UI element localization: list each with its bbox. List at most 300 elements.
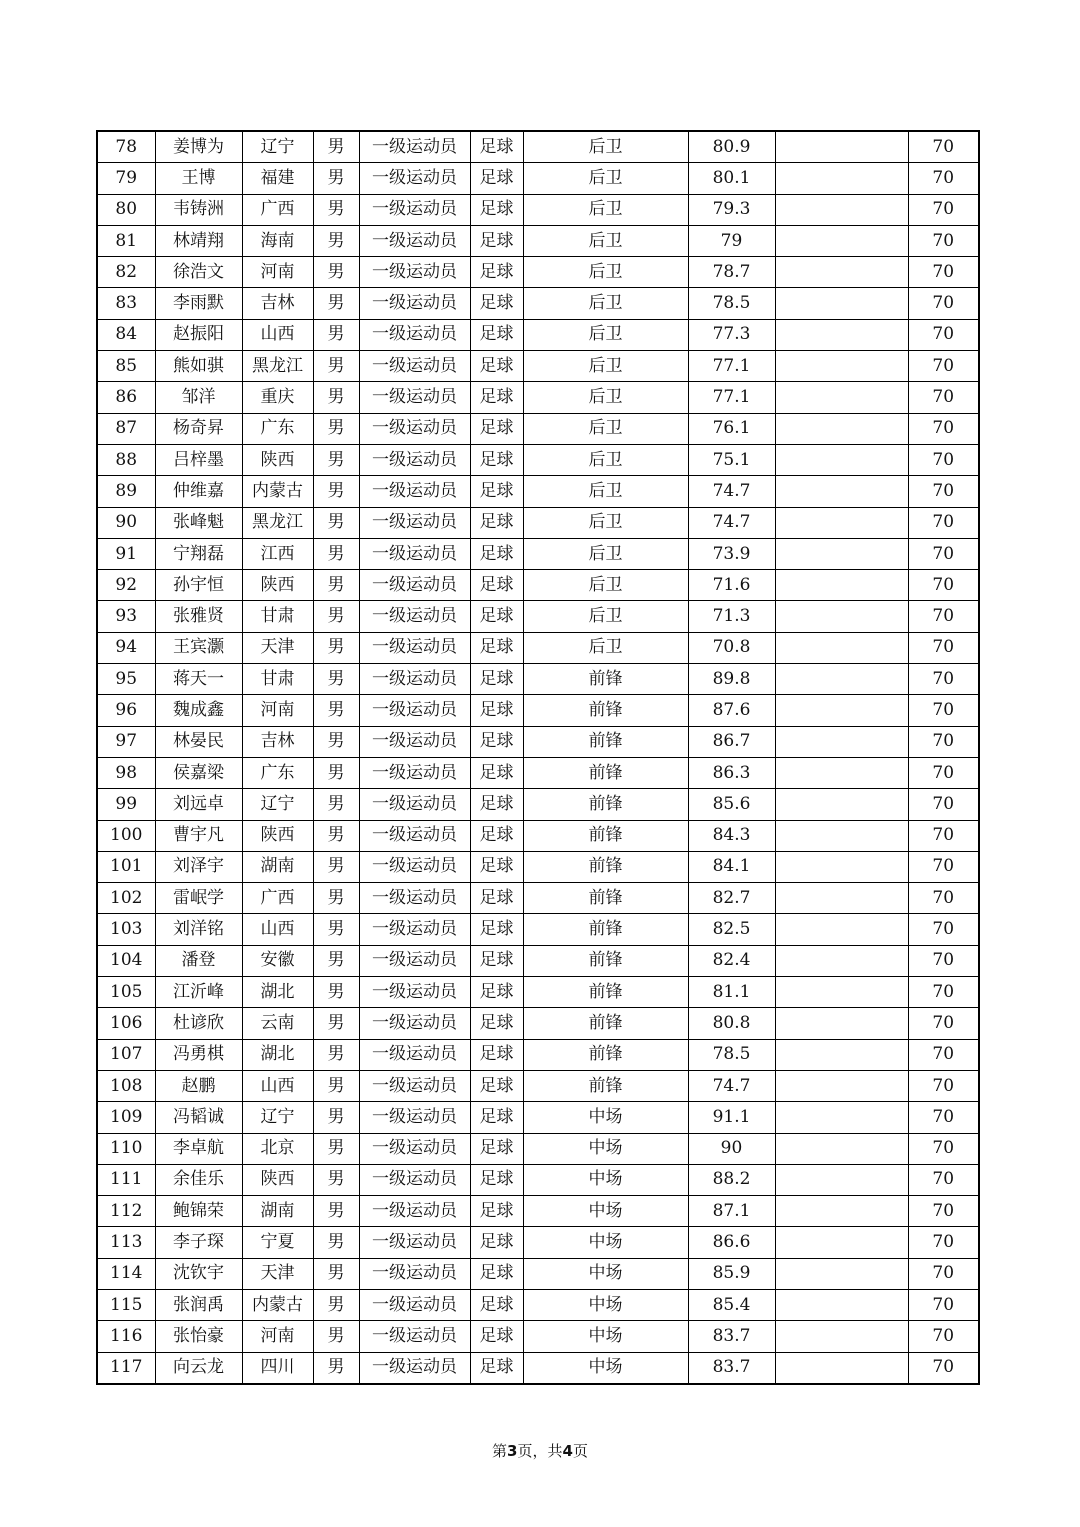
cell-sport: 足球 <box>470 1321 523 1352</box>
cell-blank <box>775 288 908 319</box>
cell-blank <box>775 632 908 663</box>
cell-name: 宁翔磊 <box>155 538 242 569</box>
cell-name: 姜博为 <box>155 131 242 163</box>
cell-points: 70 <box>908 664 979 695</box>
cell-province: 海南 <box>242 225 313 256</box>
cell-name: 魏成鑫 <box>155 695 242 726</box>
cell-score: 79 <box>688 225 775 256</box>
cell-position: 前锋 <box>523 1039 688 1070</box>
cell-blank <box>775 726 908 757</box>
cell-level: 一级运动员 <box>359 632 470 663</box>
cell-name: 杜谚欣 <box>155 1008 242 1039</box>
cell-gender: 男 <box>313 131 359 163</box>
cell-level: 一级运动员 <box>359 288 470 319</box>
cell-province: 辽宁 <box>242 131 313 163</box>
cell-index: 101 <box>97 851 155 882</box>
cell-index: 78 <box>97 131 155 163</box>
cell-level: 一级运动员 <box>359 1008 470 1039</box>
table-row <box>97 476 979 507</box>
cell-position: 中场 <box>523 1102 688 1133</box>
cell-name: 张雅贤 <box>155 601 242 632</box>
table-row <box>97 1321 979 1352</box>
cell-index: 99 <box>97 789 155 820</box>
cell-blank <box>775 413 908 444</box>
cell-score: 85.4 <box>688 1289 775 1320</box>
cell-blank <box>775 1164 908 1195</box>
cell-points: 70 <box>908 507 979 538</box>
cell-name: 沈钦宇 <box>155 1258 242 1289</box>
cell-sport: 足球 <box>470 1039 523 1070</box>
cell-blank <box>775 476 908 507</box>
cell-points: 70 <box>908 1289 979 1320</box>
cell-score: 86.6 <box>688 1227 775 1258</box>
roster-table <box>96 130 980 1385</box>
cell-gender: 男 <box>313 664 359 695</box>
cell-score: 80.1 <box>688 163 775 194</box>
cell-position: 前锋 <box>523 757 688 788</box>
cell-position: 后卫 <box>523 131 688 163</box>
table-row <box>97 914 979 945</box>
current-page-number: 3 <box>507 1442 518 1460</box>
cell-sport: 足球 <box>470 382 523 413</box>
cell-index: 100 <box>97 820 155 851</box>
cell-blank <box>775 1039 908 1070</box>
cell-score: 89.8 <box>688 664 775 695</box>
cell-sport: 足球 <box>470 664 523 695</box>
cell-points: 70 <box>908 1196 979 1227</box>
cell-points: 70 <box>908 163 979 194</box>
cell-name: 林靖翔 <box>155 225 242 256</box>
cell-position: 后卫 <box>523 538 688 569</box>
total-page-number: 4 <box>562 1442 573 1460</box>
table-row <box>97 820 979 851</box>
cell-name: 刘泽宇 <box>155 851 242 882</box>
cell-name: 赵鹏 <box>155 1070 242 1101</box>
cell-index: 107 <box>97 1039 155 1070</box>
table-row <box>97 1196 979 1227</box>
cell-points: 70 <box>908 319 979 350</box>
cell-sport: 足球 <box>470 1164 523 1195</box>
cell-index: 117 <box>97 1352 155 1384</box>
cell-gender: 男 <box>313 1039 359 1070</box>
cell-blank <box>775 851 908 882</box>
cell-name: 鲍锦荣 <box>155 1196 242 1227</box>
cell-province: 河南 <box>242 695 313 726</box>
cell-sport: 足球 <box>470 1289 523 1320</box>
cell-score: 77.3 <box>688 319 775 350</box>
cell-sport: 足球 <box>470 632 523 663</box>
cell-score: 82.4 <box>688 945 775 976</box>
cell-points: 70 <box>908 914 979 945</box>
cell-index: 111 <box>97 1164 155 1195</box>
cell-index: 113 <box>97 1227 155 1258</box>
cell-blank <box>775 225 908 256</box>
cell-gender: 男 <box>313 820 359 851</box>
cell-province: 湖北 <box>242 977 313 1008</box>
cell-name: 余佳乐 <box>155 1164 242 1195</box>
cell-position: 中场 <box>523 1133 688 1164</box>
cell-blank <box>775 382 908 413</box>
table-row <box>97 1039 979 1070</box>
cell-points: 70 <box>908 883 979 914</box>
cell-index: 94 <box>97 632 155 663</box>
cell-gender: 男 <box>313 1258 359 1289</box>
cell-sport: 足球 <box>470 757 523 788</box>
cell-gender: 男 <box>313 444 359 475</box>
cell-province: 广东 <box>242 757 313 788</box>
cell-level: 一级运动员 <box>359 257 470 288</box>
cell-score: 81.1 <box>688 977 775 1008</box>
cell-position: 中场 <box>523 1196 688 1227</box>
cell-score: 84.1 <box>688 851 775 882</box>
cell-score: 87.6 <box>688 695 775 726</box>
cell-blank <box>775 977 908 1008</box>
cell-score: 76.1 <box>688 413 775 444</box>
cell-gender: 男 <box>313 851 359 882</box>
cell-position: 后卫 <box>523 444 688 475</box>
cell-province: 湖南 <box>242 851 313 882</box>
cell-points: 70 <box>908 1102 979 1133</box>
cell-name: 王宾灏 <box>155 632 242 663</box>
cell-gender: 男 <box>313 476 359 507</box>
cell-level: 一级运动员 <box>359 1039 470 1070</box>
cell-level: 一级运动员 <box>359 194 470 225</box>
cell-level: 一级运动员 <box>359 351 470 382</box>
cell-level: 一级运动员 <box>359 726 470 757</box>
cell-points: 70 <box>908 1008 979 1039</box>
cell-gender: 男 <box>313 288 359 319</box>
cell-score: 74.7 <box>688 507 775 538</box>
cell-points: 70 <box>908 1039 979 1070</box>
cell-position: 前锋 <box>523 851 688 882</box>
cell-points: 70 <box>908 601 979 632</box>
table-row <box>97 1227 979 1258</box>
cell-index: 108 <box>97 1070 155 1101</box>
cell-province: 辽宁 <box>242 789 313 820</box>
cell-position: 前锋 <box>523 695 688 726</box>
cell-score: 86.7 <box>688 726 775 757</box>
cell-province: 云南 <box>242 1008 313 1039</box>
cell-index: 109 <box>97 1102 155 1133</box>
cell-sport: 足球 <box>470 1102 523 1133</box>
cell-level: 一级运动员 <box>359 851 470 882</box>
table-row <box>97 757 979 788</box>
cell-sport: 足球 <box>470 163 523 194</box>
cell-gender: 男 <box>313 319 359 350</box>
cell-province: 河南 <box>242 1321 313 1352</box>
table-row <box>97 1008 979 1039</box>
cell-level: 一级运动员 <box>359 319 470 350</box>
cell-gender: 男 <box>313 945 359 976</box>
cell-position: 前锋 <box>523 726 688 757</box>
table-row <box>97 288 979 319</box>
cell-index: 81 <box>97 225 155 256</box>
cell-sport: 足球 <box>470 319 523 350</box>
cell-blank <box>775 914 908 945</box>
table-row <box>97 1070 979 1101</box>
cell-level: 一级运动员 <box>359 664 470 695</box>
cell-province: 湖北 <box>242 1039 313 1070</box>
cell-blank <box>775 444 908 475</box>
cell-gender: 男 <box>313 726 359 757</box>
cell-points: 70 <box>908 225 979 256</box>
cell-province: 内蒙古 <box>242 476 313 507</box>
cell-index: 97 <box>97 726 155 757</box>
footer-suffix: 页 <box>572 1442 588 1460</box>
cell-province: 甘肃 <box>242 601 313 632</box>
cell-province: 吉林 <box>242 726 313 757</box>
cell-level: 一级运动员 <box>359 413 470 444</box>
cell-sport: 足球 <box>470 820 523 851</box>
cell-blank <box>775 1102 908 1133</box>
cell-gender: 男 <box>313 413 359 444</box>
cell-position: 前锋 <box>523 914 688 945</box>
cell-gender: 男 <box>313 382 359 413</box>
cell-index: 87 <box>97 413 155 444</box>
cell-level: 一级运动员 <box>359 601 470 632</box>
cell-blank <box>775 570 908 601</box>
cell-sport: 足球 <box>470 1133 523 1164</box>
cell-position: 前锋 <box>523 664 688 695</box>
cell-level: 一级运动员 <box>359 945 470 976</box>
cell-sport: 足球 <box>470 1258 523 1289</box>
cell-position: 后卫 <box>523 288 688 319</box>
cell-blank <box>775 1196 908 1227</box>
cell-province: 山西 <box>242 319 313 350</box>
cell-name: 冯勇棋 <box>155 1039 242 1070</box>
cell-blank <box>775 945 908 976</box>
cell-points: 70 <box>908 1070 979 1101</box>
cell-points: 70 <box>908 632 979 663</box>
cell-level: 一级运动员 <box>359 570 470 601</box>
cell-province: 天津 <box>242 1258 313 1289</box>
cell-score: 82.5 <box>688 914 775 945</box>
cell-sport: 足球 <box>470 1008 523 1039</box>
cell-level: 一级运动员 <box>359 820 470 851</box>
cell-blank <box>775 319 908 350</box>
cell-position: 后卫 <box>523 476 688 507</box>
cell-score: 87.1 <box>688 1196 775 1227</box>
table-row <box>97 413 979 444</box>
cell-position: 后卫 <box>523 382 688 413</box>
cell-index: 102 <box>97 883 155 914</box>
cell-gender: 男 <box>313 570 359 601</box>
cell-position: 后卫 <box>523 257 688 288</box>
table-row <box>97 977 979 1008</box>
table-row <box>97 726 979 757</box>
table-row <box>97 194 979 225</box>
cell-position: 中场 <box>523 1227 688 1258</box>
cell-level: 一级运动员 <box>359 1321 470 1352</box>
cell-score: 90 <box>688 1133 775 1164</box>
page-footer <box>0 1440 1080 1461</box>
cell-blank <box>775 1352 908 1384</box>
cell-score: 73.9 <box>688 538 775 569</box>
table-row <box>97 163 979 194</box>
cell-gender: 男 <box>313 1164 359 1195</box>
cell-index: 92 <box>97 570 155 601</box>
table-row <box>97 601 979 632</box>
cell-points: 70 <box>908 757 979 788</box>
cell-blank <box>775 757 908 788</box>
cell-score: 83.7 <box>688 1321 775 1352</box>
cell-points: 70 <box>908 1164 979 1195</box>
cell-blank <box>775 163 908 194</box>
cell-index: 82 <box>97 257 155 288</box>
cell-level: 一级运动员 <box>359 789 470 820</box>
cell-gender: 男 <box>313 977 359 1008</box>
cell-sport: 足球 <box>470 789 523 820</box>
cell-blank <box>775 194 908 225</box>
table-row <box>97 695 979 726</box>
cell-sport: 足球 <box>470 1070 523 1101</box>
cell-level: 一级运动员 <box>359 444 470 475</box>
cell-index: 115 <box>97 1289 155 1320</box>
table-row <box>97 131 979 163</box>
cell-province: 重庆 <box>242 382 313 413</box>
cell-province: 辽宁 <box>242 1102 313 1133</box>
cell-name: 江沂峰 <box>155 977 242 1008</box>
cell-score: 71.3 <box>688 601 775 632</box>
cell-points: 70 <box>908 444 979 475</box>
cell-blank <box>775 883 908 914</box>
cell-province: 宁夏 <box>242 1227 313 1258</box>
cell-gender: 男 <box>313 601 359 632</box>
cell-name: 王博 <box>155 163 242 194</box>
cell-blank <box>775 131 908 163</box>
cell-level: 一级运动员 <box>359 225 470 256</box>
cell-position: 后卫 <box>523 163 688 194</box>
cell-province: 河南 <box>242 257 313 288</box>
cell-sport: 足球 <box>470 194 523 225</box>
cell-gender: 男 <box>313 225 359 256</box>
table-row <box>97 507 979 538</box>
cell-level: 一级运动员 <box>359 1133 470 1164</box>
cell-sport: 足球 <box>470 914 523 945</box>
cell-blank <box>775 1133 908 1164</box>
cell-position: 中场 <box>523 1164 688 1195</box>
cell-name: 仲维嘉 <box>155 476 242 507</box>
cell-position: 前锋 <box>523 945 688 976</box>
table-row <box>97 1258 979 1289</box>
cell-index: 96 <box>97 695 155 726</box>
cell-sport: 足球 <box>470 444 523 475</box>
table-row <box>97 789 979 820</box>
cell-gender: 男 <box>313 1352 359 1384</box>
cell-position: 前锋 <box>523 1070 688 1101</box>
cell-sport: 足球 <box>470 288 523 319</box>
cell-position: 中场 <box>523 1352 688 1384</box>
cell-points: 70 <box>908 1321 979 1352</box>
cell-index: 80 <box>97 194 155 225</box>
cell-sport: 足球 <box>470 1227 523 1258</box>
cell-name: 张峰魁 <box>155 507 242 538</box>
cell-position: 后卫 <box>523 351 688 382</box>
table-row <box>97 883 979 914</box>
cell-gender: 男 <box>313 257 359 288</box>
cell-score: 80.9 <box>688 131 775 163</box>
cell-gender: 男 <box>313 883 359 914</box>
cell-province: 北京 <box>242 1133 313 1164</box>
cell-points: 70 <box>908 476 979 507</box>
cell-province: 吉林 <box>242 288 313 319</box>
cell-index: 79 <box>97 163 155 194</box>
cell-sport: 足球 <box>470 1196 523 1227</box>
cell-points: 70 <box>908 1258 979 1289</box>
cell-points: 70 <box>908 945 979 976</box>
table-row <box>97 1164 979 1195</box>
cell-points: 70 <box>908 695 979 726</box>
cell-position: 后卫 <box>523 601 688 632</box>
cell-name: 吕梓墨 <box>155 444 242 475</box>
cell-points: 70 <box>908 726 979 757</box>
cell-position: 后卫 <box>523 507 688 538</box>
cell-name: 刘远卓 <box>155 789 242 820</box>
cell-province: 湖南 <box>242 1196 313 1227</box>
table-row <box>97 1133 979 1164</box>
cell-sport: 足球 <box>470 726 523 757</box>
cell-blank <box>775 538 908 569</box>
cell-score: 85.9 <box>688 1258 775 1289</box>
cell-score: 91.1 <box>688 1102 775 1133</box>
cell-province: 安徽 <box>242 945 313 976</box>
cell-blank <box>775 601 908 632</box>
cell-level: 一级运动员 <box>359 914 470 945</box>
cell-province: 广西 <box>242 194 313 225</box>
cell-index: 116 <box>97 1321 155 1352</box>
table-body <box>97 131 979 1384</box>
cell-blank <box>775 1258 908 1289</box>
cell-index: 86 <box>97 382 155 413</box>
cell-index: 103 <box>97 914 155 945</box>
cell-gender: 男 <box>313 507 359 538</box>
cell-points: 70 <box>908 1133 979 1164</box>
cell-score: 79.3 <box>688 194 775 225</box>
table-row <box>97 945 979 976</box>
cell-score: 77.1 <box>688 351 775 382</box>
cell-name: 冯韬诚 <box>155 1102 242 1133</box>
cell-gender: 男 <box>313 163 359 194</box>
cell-score: 71.6 <box>688 570 775 601</box>
cell-score: 83.7 <box>688 1352 775 1384</box>
cell-points: 70 <box>908 257 979 288</box>
cell-name: 熊如骐 <box>155 351 242 382</box>
cell-index: 88 <box>97 444 155 475</box>
cell-name: 蒋天一 <box>155 664 242 695</box>
cell-score: 70.8 <box>688 632 775 663</box>
cell-points: 70 <box>908 194 979 225</box>
cell-index: 114 <box>97 1258 155 1289</box>
cell-sport: 足球 <box>470 695 523 726</box>
cell-score: 86.3 <box>688 757 775 788</box>
cell-name: 徐浩文 <box>155 257 242 288</box>
cell-level: 一级运动员 <box>359 538 470 569</box>
cell-points: 70 <box>908 351 979 382</box>
cell-level: 一级运动员 <box>359 883 470 914</box>
cell-position: 前锋 <box>523 820 688 851</box>
cell-gender: 男 <box>313 1102 359 1133</box>
cell-blank <box>775 1227 908 1258</box>
cell-level: 一级运动员 <box>359 1196 470 1227</box>
cell-gender: 男 <box>313 632 359 663</box>
cell-index: 84 <box>97 319 155 350</box>
cell-name: 林晏民 <box>155 726 242 757</box>
cell-position: 后卫 <box>523 319 688 350</box>
cell-sport: 足球 <box>470 257 523 288</box>
cell-sport: 足球 <box>470 883 523 914</box>
cell-blank <box>775 507 908 538</box>
cell-blank <box>775 820 908 851</box>
